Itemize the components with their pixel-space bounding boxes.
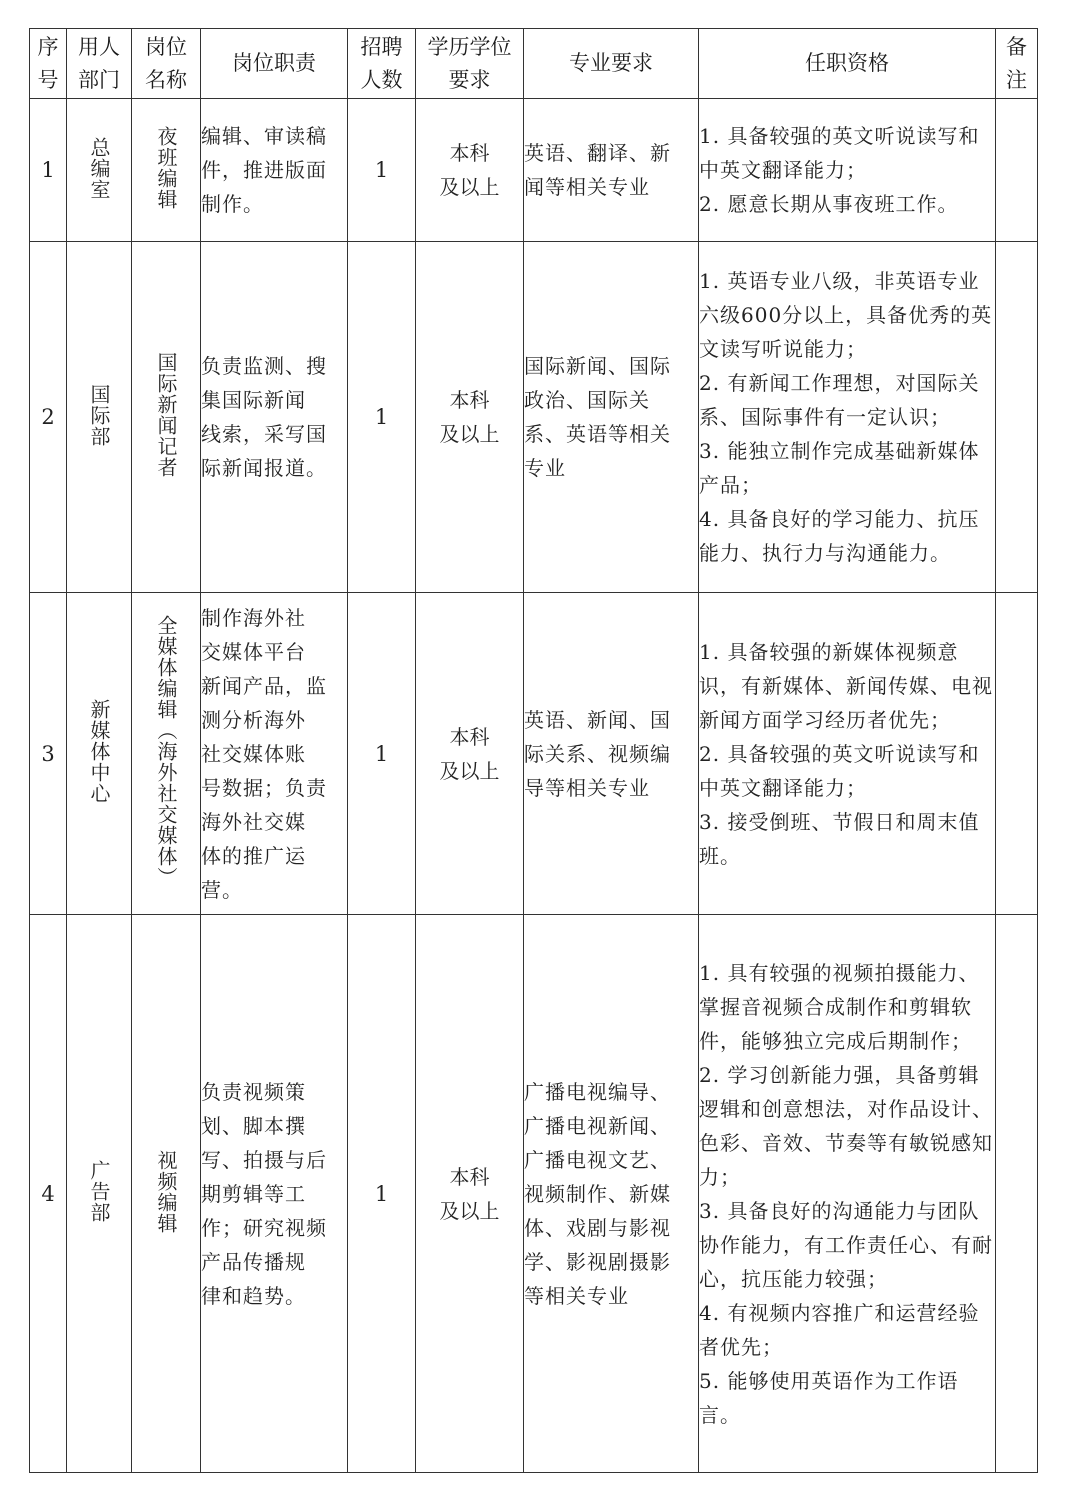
cell-count: 1 bbox=[348, 242, 416, 593]
cell-note bbox=[996, 915, 1038, 1473]
major-text: 广播电视编导、 广播电视新闻、 广播电视文艺、 视频制作、新媒 体、戏剧与影视 学、影视剧摄影 等相关专业 bbox=[524, 1079, 671, 1308]
major-text: 英语、新闻、国 际关系、视频编 导等相关专业 bbox=[524, 707, 671, 800]
qual-item: 2. 学习创新能力强，具备剪辑逻辑和创意想法，对作品设计、色彩、音效、节奏等有敏锐感知力； bbox=[699, 1062, 993, 1189]
header-edu bbox=[416, 29, 524, 99]
cell-position bbox=[132, 593, 201, 915]
table-row bbox=[30, 915, 1038, 1473]
duty-text: 负责视频策 划、脚本撰 写、拍摄与后 期剪辑等工 作；研究视频 产品传播规 律和趋势。 bbox=[201, 1079, 327, 1308]
cell-qual bbox=[699, 593, 996, 915]
header-label: 备 注 bbox=[1006, 34, 1027, 92]
cell-no: 1 bbox=[30, 99, 67, 242]
edu-text: 本科 及以上 bbox=[439, 141, 500, 199]
header-label: 学历学位 要求 bbox=[427, 34, 512, 92]
qual-item: 1. 具有较强的视频拍摄能力、掌握音视频合成制作和剪辑软件，能够独立完成后期制作； bbox=[699, 960, 980, 1053]
header-major bbox=[524, 29, 699, 99]
header-no bbox=[30, 29, 67, 99]
cell-dept bbox=[67, 915, 132, 1473]
qual-item: 3. 能独立制作完成基础新媒体产品； bbox=[699, 439, 980, 497]
table-row bbox=[30, 593, 1038, 915]
header-label: 专业要求 bbox=[569, 51, 653, 75]
qual-item: 2. 愿意长期从事夜班工作。 bbox=[699, 192, 959, 216]
table-header-row bbox=[30, 29, 1038, 99]
cell-edu bbox=[416, 593, 524, 915]
qual-item: 1. 英语专业八级，非英语专业六级600分以上，具备优秀的英文读写听说能力； bbox=[699, 269, 993, 361]
header-label: 序 号 bbox=[37, 34, 59, 92]
recruitment-table bbox=[29, 28, 1038, 1473]
cell-no: 4 bbox=[30, 915, 67, 1473]
cell-note bbox=[996, 242, 1038, 593]
header-count bbox=[348, 29, 416, 99]
duty-text: 负责监测、搜 集国际新闻 线索，采写国 际新闻报道。 bbox=[201, 354, 327, 480]
header-position bbox=[132, 29, 201, 99]
qual-item: 2. 具备较强的英文听说读写和中英文翻译能力； bbox=[699, 741, 980, 800]
qual-item: 4. 具备良好的学习能力、抗压能力、执行力与沟通能力。 bbox=[699, 507, 980, 565]
major-text: 国际新闻、国际 政治、国际关 系、英语等相关 专业 bbox=[524, 354, 671, 480]
cell-position bbox=[132, 99, 201, 242]
table-row bbox=[30, 242, 1038, 593]
position-text: 夜班编辑 bbox=[154, 126, 178, 210]
cell-duty bbox=[201, 242, 348, 593]
position-text: 全媒体编辑（海外社交媒体） bbox=[154, 615, 178, 888]
cell-major bbox=[524, 593, 699, 915]
cell-no: 2 bbox=[30, 242, 67, 593]
cell-no: 3 bbox=[30, 593, 67, 915]
cell-duty bbox=[201, 915, 348, 1473]
cell-dept bbox=[67, 242, 132, 593]
header-dept bbox=[67, 29, 132, 99]
qual-item: 5. 能够使用英语作为工作语言。 bbox=[699, 1368, 959, 1427]
cell-note bbox=[996, 593, 1038, 915]
cell-major bbox=[524, 99, 699, 242]
edu-text: 本科 及以上 bbox=[439, 1164, 500, 1223]
cell-edu bbox=[416, 99, 524, 242]
header-label: 岗位 名称 bbox=[145, 34, 187, 92]
cell-dept bbox=[67, 593, 132, 915]
dept-text: 广告部 bbox=[87, 1160, 111, 1223]
cell-qual bbox=[699, 242, 996, 593]
qual-item: 1. 具备较强的新媒体视频意识，有新媒体、新闻传媒、电视新闻方面学习经历者优先； bbox=[699, 639, 993, 732]
duty-text: 编辑、审读稿 件，推进版面 制作。 bbox=[201, 124, 327, 216]
header-note bbox=[996, 29, 1038, 99]
cell-duty bbox=[201, 99, 348, 242]
cell-qual bbox=[699, 915, 996, 1473]
cell-duty bbox=[201, 593, 348, 915]
qual-item: 2. 有新闻工作理想，对国际关系、国际事件有一定认识； bbox=[699, 371, 980, 429]
major-text: 英语、翻译、新 闻等相关专业 bbox=[524, 141, 671, 199]
cell-count: 1 bbox=[348, 99, 416, 242]
header-qual bbox=[699, 29, 996, 99]
dept-text: 总编室 bbox=[87, 136, 111, 200]
cell-count: 1 bbox=[348, 593, 416, 915]
cell-edu bbox=[416, 915, 524, 1473]
position-text: 国际新闻记者 bbox=[154, 352, 178, 478]
qual-item: 3. 接受倒班、节假日和周末值班。 bbox=[699, 809, 980, 868]
header-label: 岗位职责 bbox=[232, 51, 316, 75]
edu-text: 本科 及以上 bbox=[439, 724, 500, 783]
cell-qual bbox=[699, 99, 996, 242]
cell-position bbox=[132, 242, 201, 593]
duty-text: 制作海外社 交媒体平台 新闻产品，监 测分析海外 社交媒体账 号数据；负责 海外社交媒 体的推广运 营。 bbox=[201, 605, 327, 902]
table-row bbox=[30, 99, 1038, 242]
qual-item: 3. 具备良好的沟通能力与团队协作能力，有工作责任心、有耐心，抗压能力较强； bbox=[699, 1198, 993, 1291]
dept-text: 国际部 bbox=[87, 383, 111, 447]
qual-item: 1. 具备较强的英文听说读写和中英文翻译能力； bbox=[699, 124, 980, 182]
cell-count: 1 bbox=[348, 915, 416, 1473]
header-label: 招聘 人数 bbox=[360, 34, 403, 92]
header-label: 任职资格 bbox=[805, 51, 889, 75]
position-text: 视频编辑 bbox=[154, 1149, 178, 1234]
cell-major bbox=[524, 915, 699, 1473]
cell-dept bbox=[67, 99, 132, 242]
header-label: 用人 部门 bbox=[78, 34, 120, 92]
qual-item: 4. 有视频内容推广和运营经验者优先； bbox=[699, 1300, 980, 1359]
cell-position bbox=[132, 915, 201, 1473]
cell-edu bbox=[416, 242, 524, 593]
edu-text: 本科 及以上 bbox=[439, 388, 500, 446]
dept-text: 新媒体中心 bbox=[87, 699, 111, 804]
cell-major bbox=[524, 242, 699, 593]
cell-note bbox=[996, 99, 1038, 242]
header-duty bbox=[201, 29, 348, 99]
